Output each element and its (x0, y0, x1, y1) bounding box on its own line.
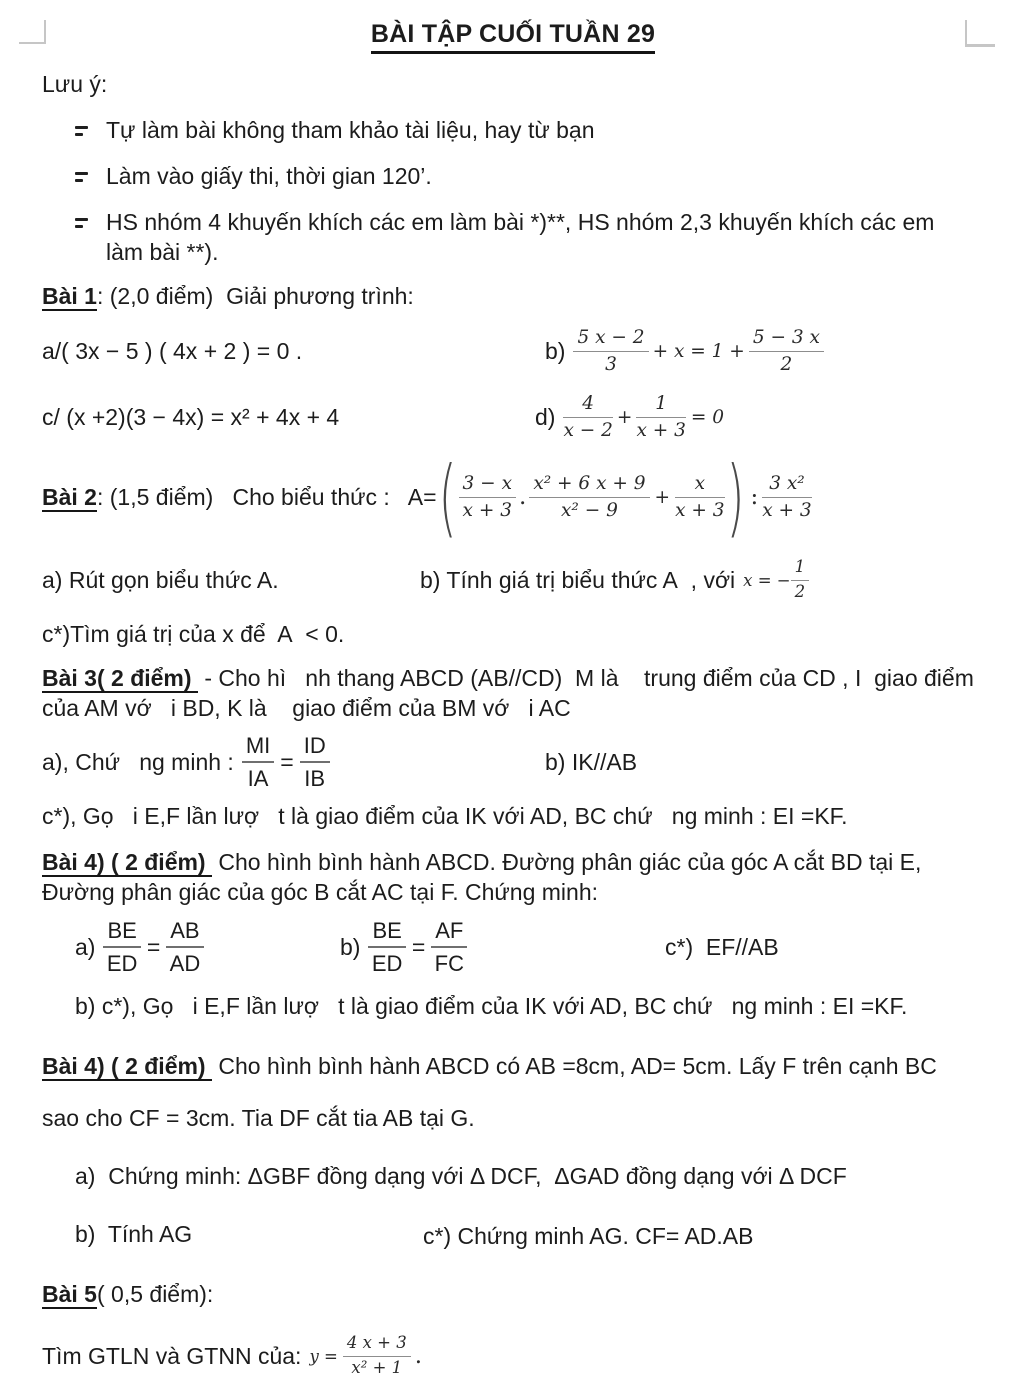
bai5-task-row (42, 1323, 422, 1389)
dash-bullet-icon (75, 172, 93, 191)
notes-list (42, 115, 984, 267)
bai5-points: ( 0,5 điểm): (96, 1281, 214, 1307)
multiplication-dot: . (519, 484, 527, 510)
fraction: $\frac{4 x + 3}{\text{x² + 1}}$ (343, 1333, 411, 1378)
fraction: $\frac{AF}{FC}$ (431, 917, 467, 977)
bai1-intro: : (2,0 điểm) Giải phương trình: (96, 283, 414, 309)
equals-sign: = (411, 933, 426, 960)
math-operator: + (616, 406, 633, 428)
fraction: $\frac{BE}{ED}$ (368, 917, 405, 977)
bai1-item-d (535, 385, 724, 449)
bai4b-heading (42, 1051, 984, 1081)
bai3-row-ab (42, 731, 984, 793)
fraction: $\frac{3 - x}{x + 3}$ (459, 472, 516, 522)
bai2-item-a: a) Rút gọn biểu thức A. (42, 566, 279, 593)
fraction: $\frac{\text{x² + 6 x + 9}}{\text{x² − 9}}$ (529, 472, 649, 522)
notes-heading: Lưu ý: (42, 71, 108, 97)
bai2-heading (42, 484, 390, 511)
bai1-item-c: c/ (x +2)(3 − 4x) = x² + 4x + 4 (42, 403, 340, 430)
page-corner-mark-top-left-horizontal (19, 42, 46, 44)
math-text: + x = 1 + (652, 340, 745, 362)
math-lhs: A= (407, 483, 437, 510)
item-text: a), Chứ ng minh : (42, 748, 234, 775)
note-text: Tự làm bài không tham khảo tài liệu, hay từ bạn (106, 117, 595, 143)
fraction: $\frac{BE}{ED}$ (103, 917, 140, 977)
bai1-label: Bài 1 (42, 283, 97, 309)
fraction: $\frac{1}{x + 3}$ (636, 392, 686, 441)
page-corner-mark-top-right-vertical (965, 20, 967, 45)
equals-sign: = (280, 748, 294, 775)
fraction: $\frac{ID}{IB}$ (300, 732, 330, 792)
math-operator: + (654, 486, 671, 508)
bai4b-label: Bài 4) ( 2 điểm) (42, 1053, 212, 1079)
document-page (0, 20, 1024, 1377)
bai3-heading (42, 663, 984, 723)
equals-sign: = (146, 933, 161, 960)
bai4-intro: Cho hình bình hành ABCD. Đường phân giác của góc A cắt BD tại E, Đường phân giác của góc B cắt AC tại F. Chứng minh: (42, 849, 922, 905)
bai4b-intro: Cho hình bình hành ABCD có AB =8cm, AD= 5cm. Lấy F trên cạnh BC (211, 1053, 937, 1079)
fraction: $\frac{AB}{AD}$ (166, 917, 203, 977)
bai4-item-c: c*) EF//AB (665, 933, 779, 960)
bai4-row-abc (42, 915, 984, 979)
bai5-heading (42, 1279, 984, 1309)
bai3-label: Bài 3( 2 điểm) (42, 665, 198, 691)
bai1-row-cd (42, 385, 984, 449)
bai4-item-a (75, 915, 204, 979)
bai3-item-b: b) IK//AB (545, 748, 638, 775)
bai1-item-b (545, 319, 824, 383)
bai4b-item-b: b) Tính AG (75, 1221, 193, 1247)
bai3-item-a (42, 731, 330, 793)
item-label: a) (75, 933, 96, 960)
list-item (42, 161, 984, 191)
bai4b-intro-line2: sao cho CF = 3cm. Tia DF cắt tia AB tại G. (42, 1105, 475, 1131)
page-title: BÀI TẬP CUỐI TUẦN 29 (371, 20, 655, 54)
dash-bullet-icon (75, 218, 93, 267)
bai4b-item-c: c*) Chứng minh AG. CF= AD.AB (423, 1222, 754, 1249)
bai1-row-ab (42, 319, 984, 383)
bai4-heading (42, 847, 984, 907)
bai4b-row-bc (75, 1221, 984, 1251)
fraction: $\frac{\text{3 x²}}{x + 3}$ (762, 472, 812, 521)
note-text: HS nhóm 4 khuyến khích các em làm bài *)**, HS nhóm 2,3 khuyến khích các em làm bài **). (106, 209, 935, 265)
math-lhs: y = (309, 1346, 338, 1366)
list-item (42, 115, 984, 145)
bai4-item-b2: b) c*), Gọ i E,F lần lượ t là giao điểm của IK với AD, BC chứ ng minh : EI =KF. (75, 993, 908, 1019)
period: . (414, 1343, 423, 1369)
bai3-intro: - Cho hì nh thang ABCD (AB//CD) M là trung điểm của CD , I giao điểm của AM vớ i BD, K là giao điểm của BM vớ i AC (42, 665, 974, 721)
fraction: $\frac{x}{x + 3}$ (675, 472, 725, 521)
bai2-item-b (420, 551, 809, 609)
fraction: $\frac{4}{x - 2}$ (563, 392, 613, 441)
bai5-label: Bài 5 (42, 1281, 97, 1307)
item-text: b) Tính giá trị biểu thức A , với (420, 566, 736, 593)
title-row (42, 20, 984, 54)
bai1-item-a: a/( 3x − 5 ) ( 4x + 2 ) = 0 . (42, 337, 303, 364)
bai2-intro: : (1,5 điểm) Cho biểu thức : (96, 483, 390, 510)
page-corner-mark-top-right-horizontal (965, 44, 995, 47)
page-corner-mark-top-left-vertical (44, 20, 46, 43)
bai2-formula (407, 447, 812, 547)
bai3-item-c: c*), Gọ i E,F lần lượ t là giao điểm của IK với AD, BC chứ ng minh : EI =KF. (42, 803, 848, 829)
bai1-heading (42, 281, 984, 311)
math-text: = 0 (690, 406, 725, 428)
fraction: $\frac{MI}{IA}$ (242, 732, 274, 792)
bai2-label: Bài 2 (42, 483, 97, 510)
bai2-heading-row (42, 447, 984, 547)
bai5-task-text: Tìm GTLN và GTNN của: (42, 1342, 302, 1369)
fraction: $\frac{5 - 3 x}{2}$ (749, 326, 824, 376)
dash-bullet-icon (75, 126, 93, 145)
list-item (42, 207, 984, 267)
bai4-label: Bài 4) ( 2 điểm) (42, 849, 212, 875)
item-label: d) (535, 403, 556, 430)
bai2-row-ab (42, 551, 984, 609)
item-label: b) (545, 337, 566, 364)
note-text: Làm vào giấy thi, thời gian 120’. (106, 163, 432, 189)
fraction: $\frac{1}{2}$ (791, 557, 810, 602)
math-text: x = − (743, 570, 791, 590)
fraction: $\frac{5 x - 2}{3}$ (573, 326, 648, 376)
right-parenthesis: ) (726, 447, 745, 547)
item-label: b) (340, 933, 361, 960)
bai4b-item-a: a) Chứng minh: ΔGBF đồng dạng với Δ DCF, ΔGAD đồng dạng với Δ DCF (75, 1163, 847, 1189)
bai2-item-c: c*)Tìm giá trị của x để A < 0. (42, 621, 345, 647)
bai4-item-b (340, 915, 467, 979)
left-parenthesis: ( (438, 447, 457, 547)
division-colon: : (750, 484, 759, 510)
